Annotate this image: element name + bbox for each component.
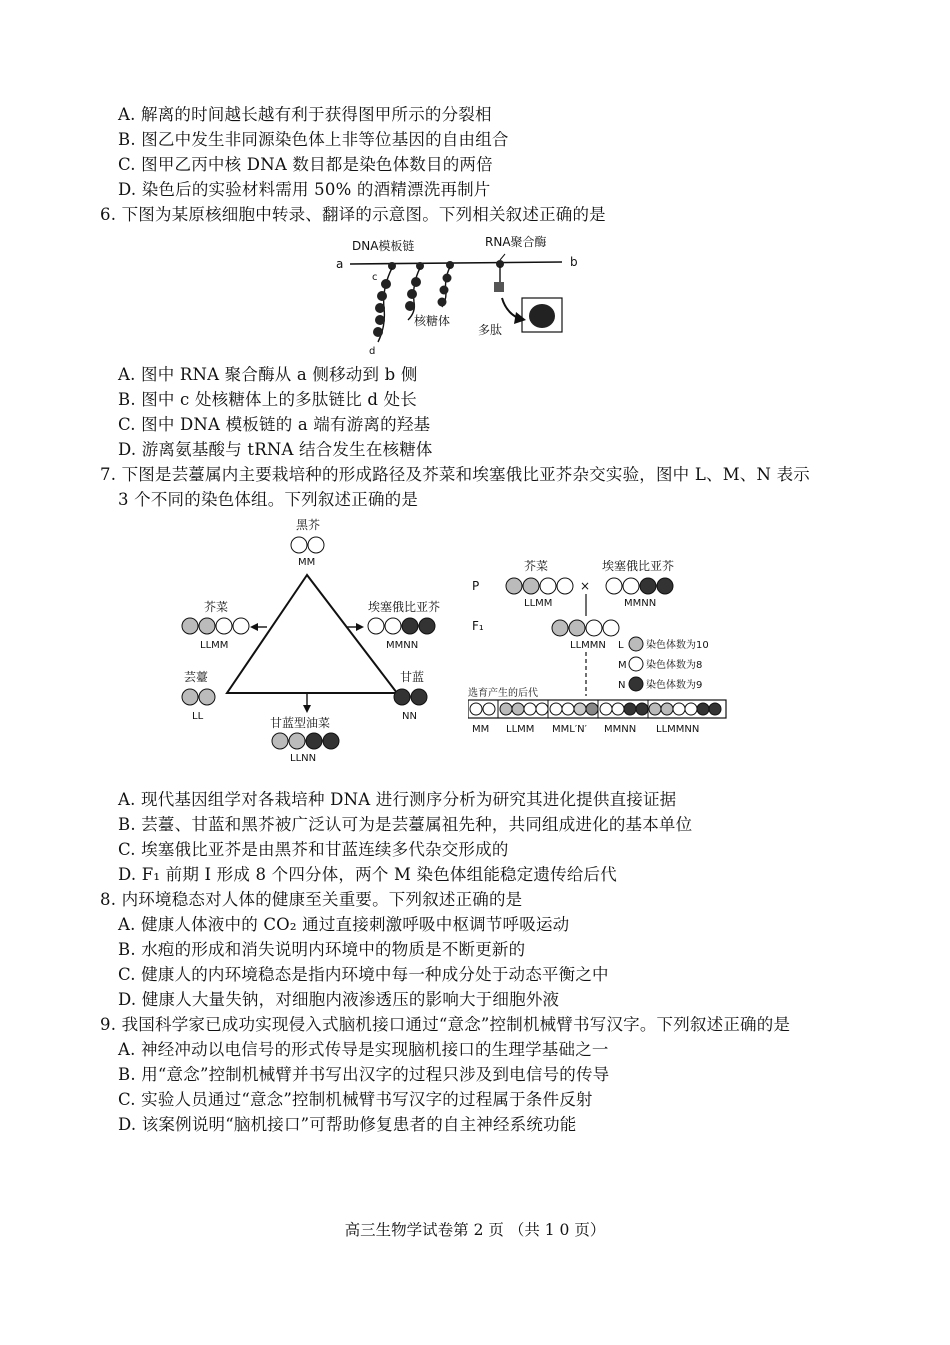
q8-option-b: B. 水疱的形成和消失说明内环境中的物质是不断更新的 bbox=[118, 940, 526, 959]
q5-option-a: A. 解离的时间越长越有利于获得图甲所示的分裂相 bbox=[118, 105, 492, 124]
q7-stem-line1: 7. 下图是芸薹属内主要栽培种的形成路径及芥菜和埃塞俄比亚芥杂交实验，图中 L、M、N 表示 bbox=[100, 465, 810, 484]
q8-option-d: D. 健康人大量失钠，对细胞内液渗透压的影响大于细胞外液 bbox=[118, 990, 560, 1009]
progeny-code-5: LLMMNN bbox=[656, 724, 700, 735]
ribosome-label: 核糖体 bbox=[414, 314, 451, 328]
legend-text-m: 染色体数为8 bbox=[646, 660, 703, 671]
q7-option-c: C. 埃塞俄比亚芥是由黑芥和甘蓝连续多代杂交形成的 bbox=[118, 840, 509, 859]
parent1-name: 芥菜 bbox=[524, 560, 549, 573]
legend-key-m: M bbox=[618, 660, 627, 671]
q5-option-c: C. 图甲乙丙中核 DNA 数目都是染色体数目的两倍 bbox=[118, 155, 493, 174]
legend-key-l: L bbox=[618, 640, 624, 651]
bottom-code: LLNN bbox=[290, 753, 317, 764]
br-code: NN bbox=[402, 711, 417, 722]
dna-template-label: DNA模板链 bbox=[352, 239, 415, 253]
q9-option-a: A. 神经冲动以电信号的形式传导是实现脑机接口的生理学基础之一 bbox=[118, 1040, 609, 1059]
triangle-shape bbox=[227, 575, 397, 693]
progeny-code-1: MM bbox=[472, 724, 490, 735]
f1-code: LLMMN bbox=[570, 640, 606, 651]
legend-text-n: 染色体数为9 bbox=[646, 680, 703, 691]
legend-key-n: N bbox=[618, 680, 626, 691]
parent2-code: MMNN bbox=[624, 598, 657, 609]
q6-option-b: B. 图中 c 处核糖体上的多肽链比 d 处长 bbox=[118, 390, 417, 409]
progeny-code-4: MMNN bbox=[604, 724, 637, 735]
legend-text-l: 染色体数为10 bbox=[646, 640, 709, 651]
bl-code: LL bbox=[192, 711, 204, 722]
top-code: MM bbox=[298, 557, 316, 568]
q6-option-a: A. 图中 RNA 聚合酶从 a 侧移动到 b 侧 bbox=[118, 365, 418, 384]
q9-option-b: B. 用“意念”控制机械臂并书写出汉字的过程只涉及到电信号的传导 bbox=[118, 1065, 610, 1084]
f1-label: F₁ bbox=[472, 619, 484, 633]
label-c: c bbox=[372, 272, 378, 283]
q8-stem: 8. 内环境稳态对人体的健康至关重要。下列叙述正确的是 bbox=[100, 890, 523, 909]
peptide-label: 多肽 bbox=[478, 323, 503, 337]
q6-stem: 6. 下图为某原核细胞中转录、翻译的示意图。下列相关叙述正确的是 bbox=[100, 205, 606, 224]
q7-stem-line2: 3 个不同的染色体组。下列叙述正确的是 bbox=[118, 490, 419, 509]
bottom-name: 甘蓝型油菜 bbox=[270, 716, 331, 730]
dna-strand bbox=[350, 262, 562, 264]
q5-option-d: D. 染色后的实验材料需用 50% 的酒精漂洗再制片 bbox=[118, 180, 491, 199]
progeny-title: 选育产生的后代 bbox=[468, 688, 538, 699]
cross-sign: × bbox=[580, 579, 591, 593]
q8-option-a: A. 健康人体液中的 CO₂ 通过直接刺激呼吸中枢调节呼吸运动 bbox=[118, 915, 570, 934]
q8-option-c: C. 健康人的内环境稳态是指内环境中每一种成分处于动态平衡之中 bbox=[118, 965, 609, 984]
left-name: 芥菜 bbox=[204, 600, 229, 614]
q6-option-c: C. 图中 DNA 模板链的 a 端有游离的羟基 bbox=[118, 415, 431, 434]
q9-stem: 9. 我国科学家已成功实现侵入式脑机接口通过“意念”控制机械臂书写汉字。下列叙述正确的是 bbox=[100, 1015, 791, 1034]
q7-option-a: A. 现代基因组学对各栽培种 DNA 进行测序分析为研究其进化提供直接证据 bbox=[118, 790, 677, 809]
right-name: 埃塞俄比亚芥 bbox=[368, 600, 441, 614]
q7-option-d: D. F₁ 前期 Ⅰ 形成 8 个四分体，两个 M 染色体组能稳定遗传给后代 bbox=[118, 865, 617, 884]
right-code: MMNN bbox=[386, 640, 419, 651]
top-name: 黑芥 bbox=[296, 518, 321, 532]
end-b-label: b bbox=[570, 255, 578, 269]
q9-option-c: C. 实验人员通过“意念”控制机械臂书写汉字的过程属于条件反射 bbox=[118, 1090, 593, 1109]
q7-option-b: B. 芸薹、甘蓝和黑芥被广泛认可为是芸薹属祖先种，共同组成进化的基本单位 bbox=[118, 815, 693, 834]
br-name: 甘蓝 bbox=[400, 670, 425, 684]
transcription-translation-diagram bbox=[330, 228, 590, 356]
label-d: d bbox=[369, 346, 376, 356]
brassica-triangle-diagram bbox=[172, 515, 472, 770]
progeny-code-3: MML′N′ bbox=[552, 724, 587, 735]
left-code: LLMM bbox=[200, 640, 229, 651]
p-label: P bbox=[472, 579, 480, 593]
end-a-label: a bbox=[336, 257, 344, 271]
bl-name: 芸薹 bbox=[184, 670, 209, 684]
parent1-code: LLMM bbox=[524, 598, 553, 609]
progeny-code-2: LLMM bbox=[506, 724, 535, 735]
parent2-name: 埃塞俄比亚芥 bbox=[602, 560, 675, 573]
page-footer: 高三生物学试卷第 2 页 （共 1 0 页） bbox=[344, 1221, 606, 1239]
q5-option-b: B. 图乙中发生非同源染色体上非等位基因的自由组合 bbox=[118, 130, 509, 149]
q9-option-d: D. 该案例说明“脑机接口”可帮助修复患者的自主神经系统功能 bbox=[118, 1115, 577, 1134]
legend bbox=[618, 637, 709, 691]
cross-experiment-diagram bbox=[468, 560, 730, 740]
q6-option-d: D. 游离氨基酸与 tRNA 结合发生在核糖体 bbox=[118, 440, 433, 459]
rna-polymerase-label: RNA聚合酶 bbox=[485, 235, 547, 249]
